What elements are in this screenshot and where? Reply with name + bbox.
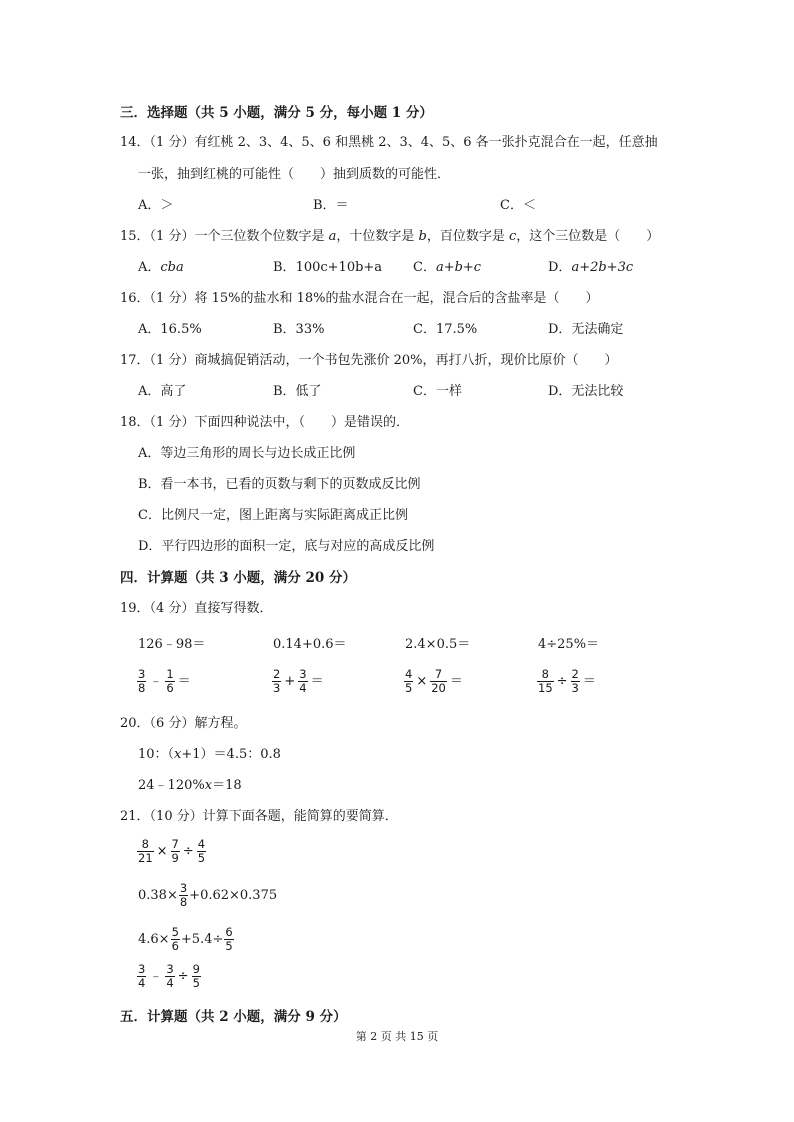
- q19-item-2: 0.14+0.6＝: [273, 637, 347, 652]
- section-three-heading: 三．选择题（共 5 小题，满分 5 分，每小题 1 分）: [120, 105, 433, 121]
- fraction: $\frac{1}{6}$: [166, 667, 174, 695]
- question-17-stem: 17．（1 分）商城搞促销活动，一个书包先涨价 20%，再打八折，现价比原价（ ）: [120, 353, 618, 368]
- fraction: $\frac{8}{15}$: [538, 667, 553, 695]
- q16-option-c[interactable]: C．17.5%: [413, 322, 478, 337]
- question-21-stem: 21．（10 分）计算下面各题，能简算的要简算．: [120, 809, 398, 824]
- fraction: $\frac{3}{4}$: [138, 962, 146, 990]
- fraction: $\frac{8}{21}$: [138, 837, 153, 865]
- q17-option-a[interactable]: A．高了: [138, 384, 187, 399]
- fraction: $\frac{6}{5}$: [225, 925, 233, 953]
- question-20-stem: 20．（6 分）解方程。: [120, 716, 247, 731]
- q17-option-c[interactable]: C．一样: [413, 384, 462, 399]
- fraction: $\frac{4}{5}$: [197, 837, 206, 865]
- question-14-line1: 14．（1 分）有红桃 2、3、4、5、6 和黑桃 2、3、4、5、6 各一张扑克混合在一起，任意抽: [120, 135, 658, 150]
- fraction: $\frac{2}{3}$: [273, 667, 281, 695]
- q15-option-d[interactable]: D．a+2b+3c: [548, 260, 634, 275]
- q16-option-b[interactable]: B．33%: [273, 322, 325, 337]
- section-four-heading: 四．计算题（共 3 小题，满分 20 分）: [120, 570, 356, 586]
- question-15-stem: 15．（1 分）一个三位数个位数字是 a，十位数字是 b，百位数字是 c，这个三位数是（ ）: [120, 229, 660, 244]
- fraction: $\frac{3}{4}$: [299, 667, 307, 695]
- q15-option-b[interactable]: B．100c+10b+a: [273, 260, 383, 275]
- fraction: $\frac{5}{6}$: [171, 925, 179, 953]
- question-16-stem: 16．（1 分）将 15%的盐水和 18%的盐水混合在一起，混合后的含盐率是（ ）: [120, 291, 599, 306]
- q19-item-8: $\frac{8}{15}$ ÷ $\frac{2}{3}$ ＝: [538, 667, 596, 695]
- q21-calc-2: 0.38× $\frac{3}{8}$ +0.62×0.375: [138, 881, 278, 909]
- q14-option-c[interactable]: C．＜: [500, 198, 536, 213]
- fraction: $\frac{7}{9}$: [171, 837, 179, 865]
- question-19-stem: 19．（4 分）直接写得数．: [120, 601, 273, 616]
- fraction: $\frac{9}{5}$: [192, 962, 200, 990]
- q19-item-1: 126﹣98＝: [138, 637, 206, 652]
- page-number-footer: 第 2 页 共 15 页: [355, 1030, 439, 1043]
- q18-option-a[interactable]: A．等边三角形的周长与边长成正比例: [138, 446, 356, 461]
- fraction: $\frac{4}{5}$: [405, 667, 413, 695]
- q16-option-a[interactable]: A．16.5%: [138, 322, 202, 337]
- q20-equation-2: 24﹣120%x＝18: [138, 778, 242, 793]
- q19-item-5: $\frac{3}{8}$ ﹣ $\frac{1}{6}$ ＝: [138, 667, 191, 695]
- q19-item-4: 4÷25%＝: [538, 637, 600, 652]
- question-14-line2: 一张，抽到红桃的可能性（ ）抽到质数的可能性．: [138, 167, 451, 182]
- fraction: $\frac{7}{20}$: [431, 667, 446, 695]
- q20-equation-1: 10：（x+1）＝4.5：0.8: [138, 747, 281, 762]
- q21-calc-1: $\frac{8}{21}$ × $\frac{7}{9}$ ÷ $\frac{4}{5}$: [138, 837, 206, 865]
- q21-calc-3: 4.6× $\frac{5}{6}$ +5.4÷ $\frac{6}{5}$: [138, 925, 233, 953]
- q15-option-c[interactable]: C．a+b+c: [413, 260, 482, 275]
- q14-option-b[interactable]: B．＝: [313, 198, 349, 213]
- q18-option-d[interactable]: D．平行四边形的面积一定，底与对应的高成反比例: [138, 539, 435, 554]
- q19-item-6: $\frac{2}{3}$ + $\frac{3}{4}$ ＝: [273, 667, 324, 695]
- q17-option-d[interactable]: D．无法比较: [548, 384, 624, 399]
- q18-option-b[interactable]: B．看一本书，已看的页数与剩下的页数成反比例: [138, 477, 421, 492]
- question-18-stem: 18．（1 分）下面四种说法中，（ ）是错误的．: [120, 415, 409, 430]
- fraction: $\frac{2}{3}$: [571, 667, 579, 695]
- q14-option-a[interactable]: A．＞: [138, 198, 174, 213]
- section-five-heading: 五．计算题（共 2 小题，满分 9 分）: [120, 1009, 347, 1025]
- q19-item-7: $\frac{4}{5}$ × $\frac{7}{20}$ ＝: [405, 667, 463, 695]
- q17-option-b[interactable]: B．低了: [273, 384, 322, 399]
- q19-item-3: 2.4×0.5＝: [405, 637, 471, 652]
- fraction: $\frac{3}{8}$: [138, 667, 146, 695]
- q21-calc-4: $\frac{3}{4}$ ﹣ $\frac{3}{4}$ ÷ $\frac{9}{5}$: [138, 962, 200, 990]
- q16-option-d[interactable]: D．无法确定: [548, 322, 624, 337]
- q18-option-c[interactable]: C．比例尺一定，图上距离与实际距离成正比例: [138, 508, 408, 523]
- fraction: $\frac{3}{4}$: [166, 962, 174, 990]
- fraction: $\frac{3}{8}$: [179, 881, 188, 909]
- q15-option-a[interactable]: A．cba: [138, 260, 184, 275]
